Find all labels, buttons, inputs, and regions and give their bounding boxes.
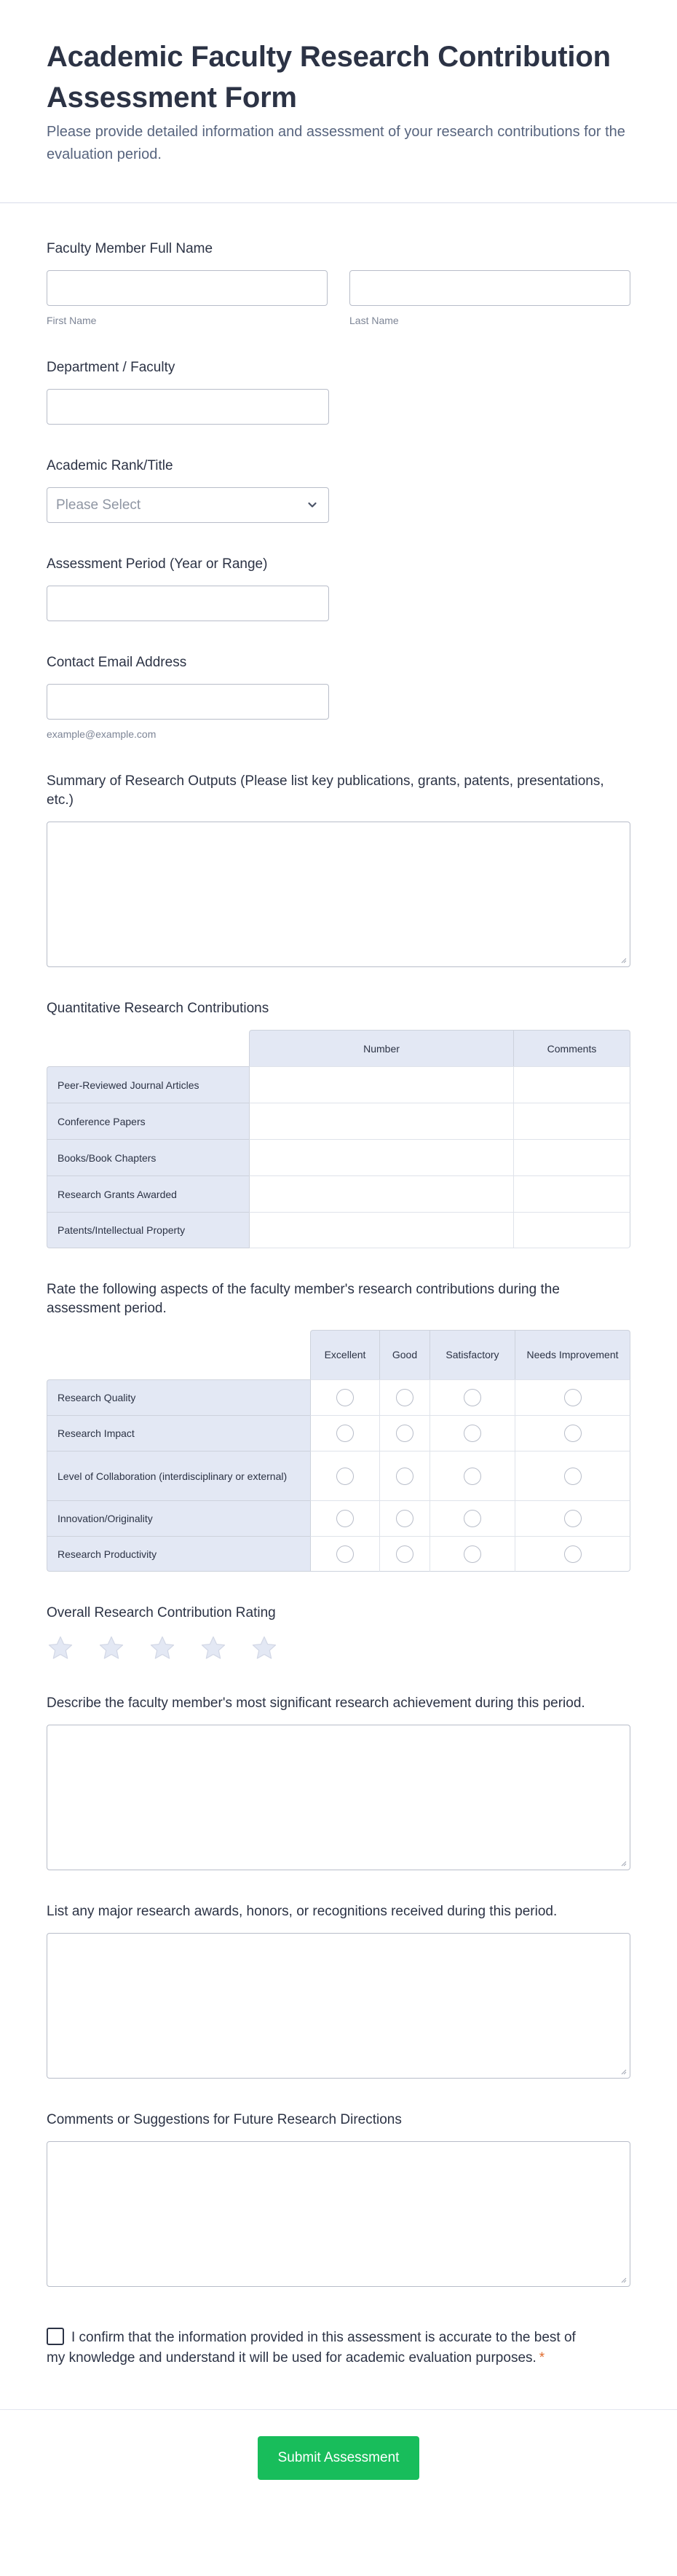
period-label: Assessment Period (Year or Range) bbox=[47, 556, 268, 572]
matrix-row-label: Research Impact bbox=[47, 1415, 310, 1451]
last-name-sublabel: Last Name bbox=[349, 315, 399, 326]
radio-button[interactable] bbox=[464, 1510, 481, 1527]
confirmation-text: I confirm that the information provided in this assessment is accurate to the best of my knowledge and understand it will be used for academic evaluation purposes. bbox=[47, 2330, 576, 2366]
submit-button[interactable]: Submit Assessment bbox=[258, 2436, 419, 2480]
resize-handle-icon[interactable] bbox=[619, 2276, 627, 2283]
achievement-textarea[interactable] bbox=[47, 1725, 630, 1870]
radio-button[interactable] bbox=[396, 1425, 413, 1442]
quantitative-label: Quantitative Research Contributions bbox=[47, 1001, 269, 1016]
email-label: Contact Email Address bbox=[47, 655, 187, 670]
quantitative-field bbox=[47, 999, 630, 1248]
department-label: Department / Faculty bbox=[47, 360, 175, 375]
summary-textarea[interactable] bbox=[47, 822, 630, 967]
matrix-cell bbox=[515, 1451, 630, 1500]
matrix-cell bbox=[310, 1379, 380, 1415]
number-cell-input[interactable] bbox=[249, 1103, 514, 1139]
future-textarea[interactable] bbox=[47, 2141, 630, 2287]
table-row bbox=[47, 1103, 630, 1139]
department-input[interactable] bbox=[47, 389, 329, 425]
last-name-input[interactable] bbox=[349, 270, 630, 306]
row-label: Books/Book Chapters bbox=[47, 1139, 249, 1175]
radio-button[interactable] bbox=[396, 1389, 413, 1406]
column-header-needs-improvement: Needs Improvement bbox=[515, 1330, 630, 1379]
matrix-cell bbox=[380, 1379, 430, 1415]
row-label: Conference Papers bbox=[47, 1103, 249, 1139]
future-label: Comments or Suggestions for Future Research Directions bbox=[47, 2112, 402, 2127]
table-row bbox=[47, 1066, 630, 1103]
radio-button[interactable] bbox=[464, 1389, 481, 1406]
radio-button[interactable] bbox=[336, 1468, 354, 1485]
matrix-cell bbox=[515, 1379, 630, 1415]
radio-button[interactable] bbox=[336, 1389, 354, 1406]
matrix-row bbox=[47, 1379, 630, 1415]
form-description: Please provide detailed information and assessment of your research contributions for the evaluation period. bbox=[47, 124, 625, 162]
chevron-down-icon bbox=[306, 499, 318, 511]
confirmation-checkbox[interactable] bbox=[47, 2328, 64, 2345]
rank-field bbox=[47, 457, 630, 523]
rank-label: Academic Rank/Title bbox=[47, 458, 173, 473]
radio-button[interactable] bbox=[564, 1510, 582, 1527]
column-header-satisfactory: Satisfactory bbox=[430, 1330, 515, 1379]
radio-button[interactable] bbox=[336, 1510, 354, 1527]
achievement-label: Describe the faculty member's most significant research achievement during this period. bbox=[47, 1695, 585, 1711]
column-header-number: Number bbox=[249, 1030, 514, 1066]
email-field-group bbox=[47, 653, 630, 740]
number-cell-input[interactable] bbox=[249, 1175, 514, 1212]
radio-button[interactable] bbox=[396, 1545, 413, 1563]
star-icon[interactable] bbox=[149, 1634, 176, 1662]
table-row bbox=[47, 1212, 630, 1248]
rating-matrix-field bbox=[47, 1280, 630, 1572]
matrix-row-label: Level of Collaboration (interdisciplinary or external) bbox=[47, 1451, 310, 1500]
form-header bbox=[0, 0, 677, 203]
radio-button[interactable] bbox=[464, 1545, 481, 1563]
table-row bbox=[47, 1139, 630, 1175]
radio-button[interactable] bbox=[564, 1389, 582, 1406]
resize-handle-icon[interactable] bbox=[619, 1859, 627, 1867]
rank-select[interactable] bbox=[47, 487, 329, 523]
empty-corner bbox=[47, 1330, 310, 1379]
matrix-row bbox=[47, 1536, 630, 1572]
full-name-label: Faculty Member Full Name bbox=[47, 241, 213, 256]
star-icon[interactable] bbox=[98, 1634, 125, 1662]
matrix-row-label: Innovation/Originality bbox=[47, 1500, 310, 1536]
number-cell-input[interactable] bbox=[249, 1066, 514, 1103]
matrix-cell bbox=[310, 1415, 380, 1451]
matrix-cell bbox=[380, 1536, 430, 1572]
matrix-row bbox=[47, 1415, 630, 1451]
matrix-row-label: Research Productivity bbox=[47, 1536, 310, 1572]
number-cell-input[interactable] bbox=[249, 1212, 514, 1248]
quantitative-table bbox=[47, 1030, 630, 1248]
star-icon[interactable] bbox=[199, 1634, 227, 1662]
awards-field bbox=[47, 1902, 630, 2079]
matrix-cell bbox=[515, 1500, 630, 1536]
matrix-cell bbox=[310, 1536, 380, 1572]
matrix-cell bbox=[430, 1415, 515, 1451]
column-header-comments: Comments bbox=[514, 1030, 630, 1066]
first-name-input[interactable] bbox=[47, 270, 328, 306]
department-field bbox=[47, 358, 630, 425]
matrix-row bbox=[47, 1451, 630, 1500]
radio-button[interactable] bbox=[396, 1468, 413, 1485]
matrix-row bbox=[47, 1500, 630, 1536]
number-cell-input[interactable] bbox=[249, 1139, 514, 1175]
summary-label: Summary of Research Outputs (Please list key publications, grants, patents, presentations, etc.) bbox=[47, 773, 604, 808]
comments-cell-input[interactable] bbox=[514, 1175, 630, 1212]
full-name-field bbox=[47, 240, 630, 326]
empty-corner bbox=[47, 1030, 249, 1066]
overall-rating-label: Overall Research Contribution Rating bbox=[47, 1605, 276, 1620]
rating-matrix-table bbox=[47, 1330, 630, 1572]
radio-button[interactable] bbox=[336, 1425, 354, 1442]
comments-cell-input[interactable] bbox=[514, 1066, 630, 1103]
matrix-cell bbox=[430, 1379, 515, 1415]
confirmation-field bbox=[47, 2328, 630, 2368]
period-input[interactable] bbox=[47, 586, 329, 621]
radio-button[interactable] bbox=[564, 1468, 582, 1485]
matrix-row-label: Research Quality bbox=[47, 1379, 310, 1415]
email-sublabel: example@example.com bbox=[47, 728, 157, 740]
matrix-cell bbox=[515, 1536, 630, 1572]
matrix-cell bbox=[380, 1500, 430, 1536]
resize-handle-icon[interactable] bbox=[619, 2068, 627, 2075]
rating-matrix-label: Rate the following aspects of the faculty member's research contributions during the assessment period. bbox=[47, 1282, 560, 1316]
comments-cell-input[interactable] bbox=[514, 1103, 630, 1139]
radio-button[interactable] bbox=[564, 1425, 582, 1442]
awards-label: List any major research awards, honors, or recognitions received during this period. bbox=[47, 1904, 558, 1919]
row-label: Peer-Reviewed Journal Articles bbox=[47, 1066, 249, 1103]
star-rating bbox=[47, 1634, 630, 1662]
star-icon[interactable] bbox=[47, 1634, 74, 1662]
matrix-cell bbox=[310, 1451, 380, 1500]
form-footer bbox=[0, 2409, 677, 2510]
row-label: Research Grants Awarded bbox=[47, 1175, 249, 1212]
radio-button[interactable] bbox=[396, 1510, 413, 1527]
radio-button[interactable] bbox=[336, 1545, 354, 1563]
summary-field bbox=[47, 772, 630, 967]
rank-placeholder: Please Select bbox=[56, 497, 141, 513]
future-field bbox=[47, 2111, 630, 2287]
radio-button[interactable] bbox=[564, 1545, 582, 1563]
matrix-cell bbox=[430, 1500, 515, 1536]
table-row bbox=[47, 1175, 630, 1212]
first-name-sublabel: First Name bbox=[47, 315, 97, 326]
achievement-field bbox=[47, 1694, 630, 1870]
email-input[interactable] bbox=[47, 684, 329, 720]
period-field bbox=[47, 555, 630, 621]
form-title: Academic Faculty Research Contribution Assessment Form bbox=[47, 41, 611, 114]
awards-textarea[interactable] bbox=[47, 1933, 630, 2079]
overall-rating-field bbox=[47, 1604, 630, 1662]
radio-button[interactable] bbox=[464, 1425, 481, 1442]
star-icon[interactable] bbox=[250, 1634, 278, 1662]
required-mark: * bbox=[539, 2350, 545, 2366]
matrix-cell bbox=[380, 1415, 430, 1451]
column-header-good: Good bbox=[380, 1330, 430, 1379]
matrix-cell bbox=[430, 1451, 515, 1500]
row-label: Patents/Intellectual Property bbox=[47, 1212, 249, 1248]
comments-cell-input[interactable] bbox=[514, 1139, 630, 1175]
form-body bbox=[0, 240, 677, 2368]
matrix-cell bbox=[430, 1536, 515, 1572]
comments-cell-input[interactable] bbox=[514, 1212, 630, 1248]
matrix-cell bbox=[310, 1500, 380, 1536]
column-header-excellent: Excellent bbox=[310, 1330, 380, 1379]
matrix-cell bbox=[380, 1451, 430, 1500]
matrix-cell bbox=[515, 1415, 630, 1451]
radio-button[interactable] bbox=[464, 1468, 481, 1485]
resize-handle-icon[interactable] bbox=[619, 956, 627, 964]
